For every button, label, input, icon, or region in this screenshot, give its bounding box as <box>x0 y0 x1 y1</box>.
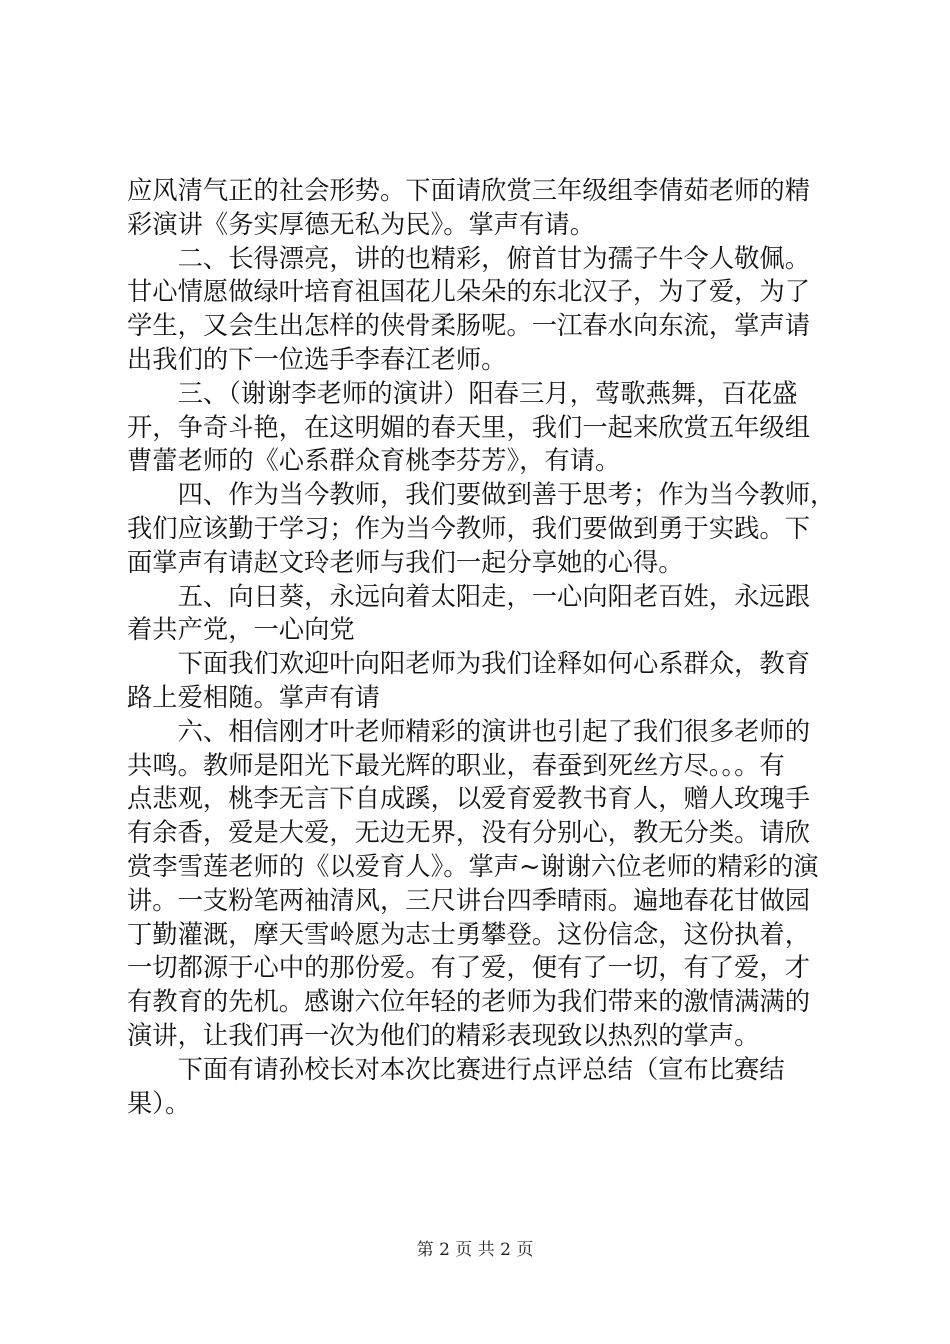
text-line: 甘心情愿做绿叶培育祖国花儿朵朵的东北汉子，为了爱，为了 <box>127 277 811 307</box>
text-line: 丁勤灌溉，摩天雪岭愿为志士勇攀登。这份信念，这份执着， <box>127 919 811 949</box>
text-line: 讲。一支粉笔两袖清风，三尺讲台四季晴雨。遍地春花甘做园 <box>127 885 811 915</box>
text-line: 四、作为当今教师，我们要做到善于思考；作为当今教师， <box>127 480 836 510</box>
text-line: 我们应该勤于学习；作为当今教师，我们要做到勇于实践。下 <box>127 513 811 543</box>
text-line: 出我们的下一位选手李春江老师。 <box>127 344 507 374</box>
text-line: 应风清气正的社会形势。下面请欣赏三年级组李倩茹老师的精 <box>127 176 811 205</box>
text-line: 曹蕾老师的《心系群众育桃李芬芳》，有请。 <box>127 446 621 476</box>
text-line: 彩演讲《务实厚德无私为民》。掌声有请。 <box>127 209 595 239</box>
text-line: 面掌声有请赵文玲老师与我们一起分享她的心得。 <box>127 547 684 577</box>
text-line: 点悲观，桃李无言下自成蹊，以爱育爱教书育人，赠人玫瑰手 <box>127 784 811 814</box>
text-line: 演讲，让我们再一次为他们的精彩表现致以热烈的掌声。 <box>127 1020 760 1050</box>
page-number-footer: 第 2 页 共 2 页 <box>416 1240 534 1260</box>
text-line: 五、向日葵，永远向着太阳走，一心向阳老百姓，永远跟 <box>127 581 811 611</box>
document-body <box>127 174 839 1120</box>
text-line: 开，争奇斗艳，在这明媚的春天里，我们一起来欣赏五年级组 <box>127 412 811 442</box>
text-line: 六、相信刚才叶老师精彩的演讲也引起了我们很多老师的 <box>127 716 811 746</box>
text-line: 学生，又会生出怎样的侠骨柔肠呢。一江春水向东流，掌声请 <box>127 311 811 341</box>
text-line: 赏李雪莲老师的《以爱育人》。掌声~谢谢六位老师的精彩的演 <box>127 851 819 881</box>
text-line: 共鸣。教师是阳光下最光辉的职业，春蚕到死丝方尽。。。有 <box>127 750 785 780</box>
text-line: 二、长得漂亮，讲的也精彩，俯首甘为孺子牛令人敬佩。 <box>127 243 811 273</box>
text-line: 一切都源于心中的那份爱。有了爱，便有了一切，有了爱，才 <box>127 953 811 983</box>
text-line: 有教育的先机。感谢六位年轻的老师为我们带来的激情满满的 <box>127 987 811 1017</box>
text-line: 下面我们欢迎叶向阳老师为我们诠释如何心系群众，教育 <box>127 649 811 679</box>
text-line: 三、（谢谢李老师的演讲）阳春三月，莺歌燕舞，百花盛 <box>127 378 798 408</box>
text-line: 果）。 <box>127 1088 191 1118</box>
text-line: 路上爱相随。掌声有请 <box>127 682 380 712</box>
text-line: 有余香，爱是大爱，无边无界，没有分别心，教无分类。请欣 <box>127 818 811 848</box>
text-line: 着共产党，一心向党 <box>127 615 355 645</box>
text-line: 下面有请孙校长对本次比赛进行点评总结（宣布比赛结 <box>127 1054 785 1084</box>
